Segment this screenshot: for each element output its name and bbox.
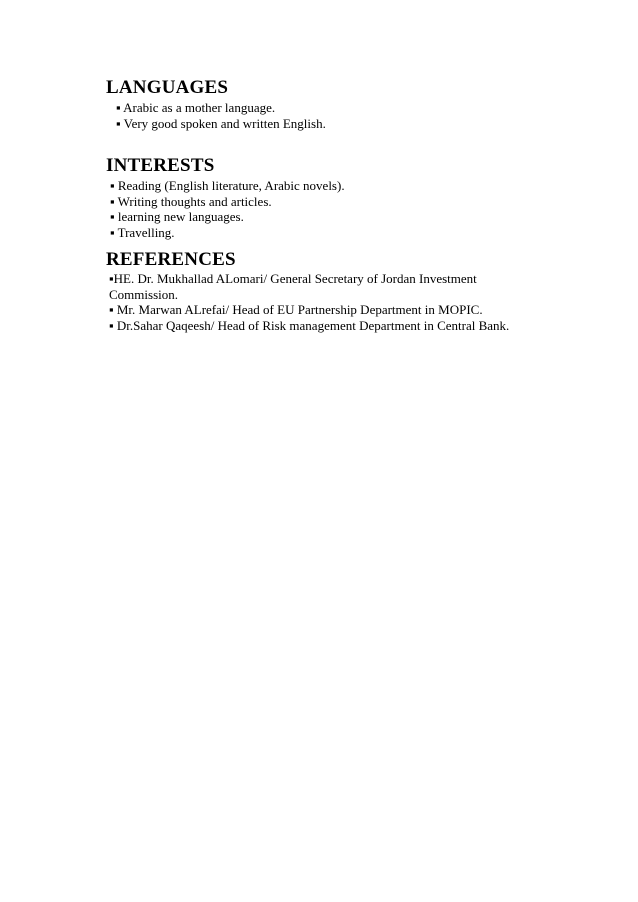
interests-item: ▪ Travelling. bbox=[110, 224, 175, 240]
interests-item: ▪ Writing thoughts and articles. bbox=[110, 193, 272, 209]
references-list bbox=[109, 271, 519, 333]
languages-section bbox=[106, 77, 576, 131]
languages-item: ▪ Very good spoken and written English. bbox=[116, 115, 326, 131]
references-item: ▪HE. Dr. Mukhallad ALomari/ General Secretary of Jordan Investment Commission. bbox=[109, 271, 477, 302]
references-section bbox=[106, 249, 576, 333]
references-heading: REFERENCES bbox=[106, 249, 236, 270]
interests-item: ▪ learning new languages. bbox=[110, 209, 244, 224]
interests-heading: INTERESTS bbox=[106, 155, 215, 176]
references-item: ▪ Dr.Sahar Qaqeesh/ Head of Risk management Department in Central Bank. bbox=[109, 317, 510, 333]
interests-list bbox=[110, 178, 576, 240]
references-item: ▪ Mr. Marwan ALrefai/ Head of EU Partnership Department in MOPIC. bbox=[109, 302, 483, 317]
languages-list bbox=[116, 100, 576, 131]
interests-section bbox=[106, 155, 576, 240]
languages-heading: LANGUAGES bbox=[106, 77, 229, 98]
interests-item: ▪ Reading (English literature, Arabic novels). bbox=[110, 178, 345, 193]
languages-item: ▪ Arabic as a mother language. bbox=[116, 100, 276, 115]
